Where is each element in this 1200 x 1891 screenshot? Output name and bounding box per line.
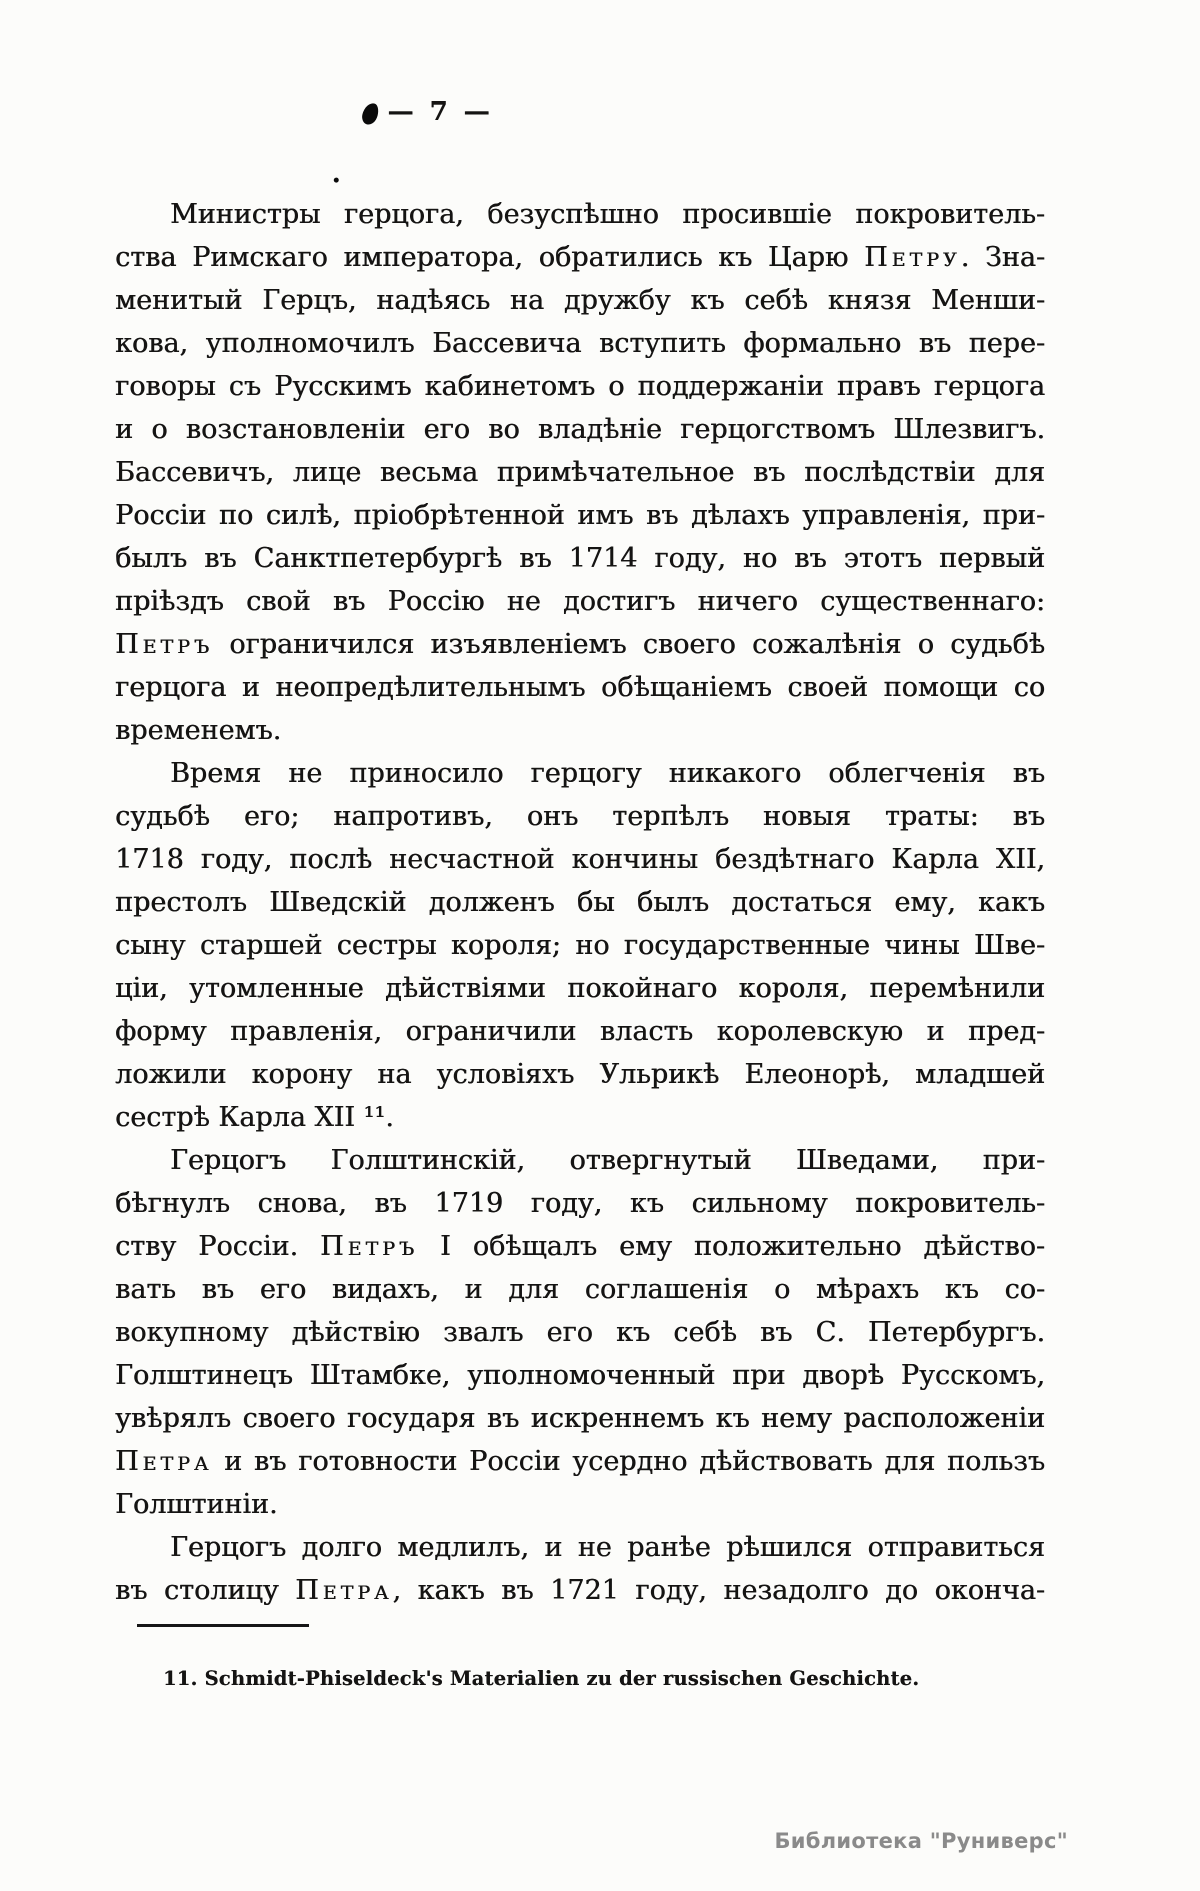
paragraph (115, 1139, 1045, 1526)
text-line: Герцогъ Голштинскій, отвергнутый Шведами, при- (170, 1145, 1045, 1176)
text-line: Герцогъ долго медлилъ, и не ранѣе рѣшился отправиться (170, 1532, 1045, 1563)
text-line: Время не приносило герцогу никакого облегченія въ (170, 758, 1045, 789)
text-line: пріѣздъ свой въ Россію не достигъ ничего существеннаго: (115, 586, 1045, 617)
text-line: Россіи по силѣ, пріобрѣтенной имъ въ дѣлахъ управленія, при- (115, 500, 1045, 531)
text-line: Петра и въ готовности Россіи усердно дѣйствовать для пользъ (115, 1446, 1045, 1477)
text-line: временемъ. (115, 715, 282, 746)
page-number: 7 (429, 97, 450, 127)
running-head (0, 97, 900, 127)
header-dash-right: — (463, 97, 492, 127)
text-line: 1718 году, послѣ несчастной кончины бездѣтнаго Карла XII, (115, 844, 1045, 875)
text-line: Бассевичъ, лице весьма примѣчательное въ послѣдствіи для (115, 457, 1045, 488)
small-caps-name: Петръ (320, 1231, 419, 1262)
footnote-rule (137, 1624, 309, 1627)
small-caps-name: Петра (295, 1575, 393, 1606)
text-line: сестрѣ Карла XII ¹¹. (115, 1102, 394, 1133)
header-dash-left: — (387, 97, 416, 127)
text-line: престолъ Шведскій долженъ бы былъ достаться ему, какъ (115, 887, 1045, 918)
text-line: Голштиніи. (115, 1489, 278, 1520)
text-line: Петръ ограничился изъявленіемъ своего сожалѣнія о судьбѣ (115, 629, 1045, 660)
text-line: ству Россіи. Петръ I обѣщалъ ему положительно дѣйство- (115, 1231, 1045, 1262)
text-line: судьбѣ его; напротивъ, онъ терпѣлъ новыя траты: въ (115, 801, 1045, 832)
text-line: герцога и неопредѣлительнымъ обѣщаніемъ своей помощи со (115, 672, 1045, 703)
text-line: кова, уполномочилъ Бассевича вступить формально въ пере- (115, 328, 1045, 359)
text-line: былъ въ Санктпетербургѣ въ 1714 году, но въ этотъ первый (115, 543, 1045, 574)
text-line: и о возстановленіи его во владѣніе герцогствомъ Шлезвигъ. (115, 414, 1045, 445)
text-line: менитый Герцъ, надѣясь на дружбу къ себѣ князя Менши- (115, 285, 1045, 316)
paragraph (115, 1526, 1045, 1612)
text-line: ложили корону на условіяхъ Ульрикѣ Елеонорѣ, младшей (115, 1059, 1045, 1090)
small-caps-name: Петра (115, 1446, 213, 1477)
paragraph (115, 193, 1045, 752)
text-line: сыну старшей сестры короля; но государственные чины Шве- (115, 930, 1045, 961)
paragraph (115, 752, 1045, 1139)
text-body (115, 193, 1045, 1612)
small-caps-name: Петру (864, 242, 961, 273)
text-line: ства Римскаго императора, обратились къ Царю Петру. Зна- (115, 242, 1045, 273)
text-line: форму правленія, ограничили власть королевскую и пред- (115, 1016, 1045, 1047)
text-line: вокупному дѣйствію звалъ его къ себѣ въ С. Петербургъ. (115, 1317, 1045, 1348)
text-line: ціи, утомленные дѣйствіями покойнаго короля, перемѣнили (115, 973, 1045, 1004)
text-line: въ столицу Петра, какъ въ 1721 году, незадолго до оконча- (115, 1575, 1045, 1606)
text-line: вать въ его видахъ, и для соглашенія о мѣрахъ къ со- (115, 1274, 1045, 1305)
text-line: Голштинецъ Штамбке, уполномоченный при дворѣ Русскомъ, (115, 1360, 1045, 1391)
text-line: бѣгнулъ снова, въ 1719 году, къ сильному покровитель- (115, 1188, 1045, 1219)
text-line: Министры герцога, безуспѣшно просившіе покровитель- (170, 199, 1045, 230)
library-watermark: Библиотека "Руниверс" (774, 1829, 1068, 1853)
text-line: говоры съ Русскимъ кабинетомъ о поддержаніи правъ герцога (115, 371, 1045, 402)
footnote: 11. Schmidt-Phiseldeck's Materialien zu der russischen Geschichte. (163, 1667, 920, 1690)
text-line: увѣрялъ своего государя въ искреннемъ къ нему расположеніи (115, 1403, 1045, 1434)
small-caps-name: Петръ (115, 629, 213, 660)
